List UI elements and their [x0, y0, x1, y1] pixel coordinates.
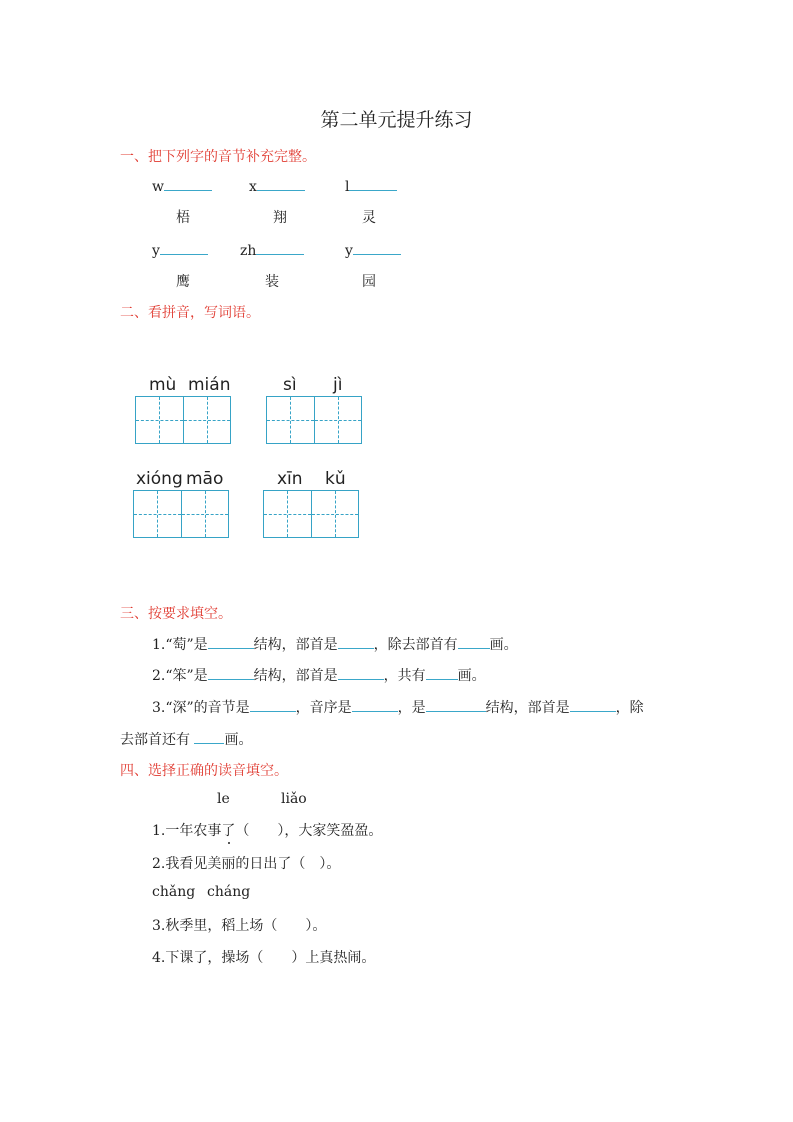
answer-blank[interactable] — [352, 697, 398, 712]
character: 装 — [265, 274, 279, 290]
pinyin-label: kǔ — [325, 469, 346, 489]
q-text: 3.“深”的音节是 — [152, 700, 250, 716]
grid-cell[interactable] — [312, 491, 359, 537]
pinyin-label: māo — [186, 469, 224, 489]
answer-blank[interactable] — [338, 634, 374, 649]
pinyin-label: xīn — [277, 469, 303, 489]
question-4-1 — [152, 820, 382, 840]
answer-blank[interactable] — [250, 697, 296, 712]
answer-blank[interactable] — [208, 634, 254, 649]
writing-grid[interactable] — [263, 490, 359, 538]
question-4-4: 4.下课了，操场（ ）上真热闹。 — [152, 950, 376, 966]
q-text: ，除 — [615, 700, 644, 716]
section-1-heading: 一、把下列字的音节补充完整。 — [120, 149, 316, 165]
section-2-heading: 二、看拼音，写词语。 — [120, 305, 260, 321]
grid-cell[interactable] — [264, 491, 312, 537]
question-3-2 — [152, 665, 486, 685]
grid-cell[interactable] — [184, 397, 231, 443]
grid-cell[interactable] — [182, 491, 229, 537]
q-text: （ ），大家笑盈盈。 — [235, 823, 383, 839]
q-text: 画。 — [489, 637, 518, 653]
pinyin-label: mián — [188, 375, 231, 395]
answer-blank[interactable] — [338, 665, 384, 680]
character: 园 — [362, 274, 376, 290]
reading-option: chǎng — [152, 884, 196, 900]
syllable-blank[interactable] — [152, 176, 212, 195]
syllable-blank[interactable] — [345, 240, 401, 259]
initial-letter: w — [152, 179, 164, 195]
question-3-1 — [152, 634, 518, 654]
character: 翔 — [273, 210, 287, 226]
initial-letter: zh — [240, 243, 257, 259]
writing-grid[interactable] — [135, 396, 231, 444]
answer-blank[interactable] — [208, 665, 254, 680]
initial-letter: l — [345, 179, 350, 195]
answer-blank[interactable] — [458, 634, 490, 649]
character: 鹰 — [176, 274, 190, 290]
question-3-3 — [152, 697, 644, 717]
page-title: 第二单元提升练习 — [320, 109, 473, 131]
answer-blank[interactable] — [570, 697, 616, 712]
reading-option: liǎo — [281, 791, 307, 807]
pinyin-label: xióng — [136, 469, 183, 489]
q-text: 1.“萄”是 — [152, 637, 208, 653]
q-text: 1.一年农事 — [152, 823, 222, 839]
q-text: ，音序是 — [295, 700, 352, 716]
emphasized-char: 了 — [221, 823, 236, 839]
pinyin-label: mù — [149, 375, 177, 395]
character: 灵 — [362, 210, 376, 226]
initial-letter: x — [249, 179, 257, 195]
q-text: ，共有 — [383, 668, 426, 684]
question-4-3: 3.秋季里，稻上场（ ）。 — [152, 918, 327, 934]
answer-blank[interactable] — [426, 697, 486, 712]
section-4-heading: 四、选择正确的读音填空。 — [120, 763, 288, 779]
question-4-2: 2.我看见美丽的日出了（ ）。 — [152, 856, 341, 872]
q-text: 结构，部首是 — [253, 668, 338, 684]
pinyin-label: sì — [283, 375, 297, 395]
grid-cell[interactable] — [134, 491, 182, 537]
q-text: ，除去部首有 — [373, 637, 458, 653]
q-text: 画。 — [224, 732, 253, 748]
question-3-3-cont — [120, 729, 252, 749]
answer-blank[interactable] — [194, 729, 224, 744]
q-text: 去部首还有 — [120, 732, 190, 748]
syllable-blank[interactable] — [345, 176, 397, 195]
character: 梧 — [176, 210, 190, 226]
section-3-heading: 三、按要求填空。 — [120, 606, 232, 622]
q-text: ，是 — [397, 700, 426, 716]
answer-blank[interactable] — [426, 665, 458, 680]
writing-grid[interactable] — [133, 490, 229, 538]
syllable-blank[interactable] — [249, 176, 305, 195]
pinyin-label: jì — [333, 375, 343, 395]
initial-letter: y — [345, 243, 353, 259]
q-text: 结构，部首是 — [485, 700, 570, 716]
initial-letter: y — [152, 243, 160, 259]
writing-grid[interactable] — [266, 396, 362, 444]
syllable-blank[interactable] — [240, 240, 304, 259]
reading-option: cháng — [207, 884, 251, 900]
q-text: 画。 — [457, 668, 486, 684]
q-text: 结构，部首是 — [253, 637, 338, 653]
grid-cell[interactable] — [267, 397, 315, 443]
grid-cell[interactable] — [136, 397, 184, 443]
syllable-blank[interactable] — [152, 240, 208, 259]
grid-cell[interactable] — [315, 397, 362, 443]
reading-option: le — [217, 791, 230, 807]
q-text: 2.“笨”是 — [152, 668, 208, 684]
